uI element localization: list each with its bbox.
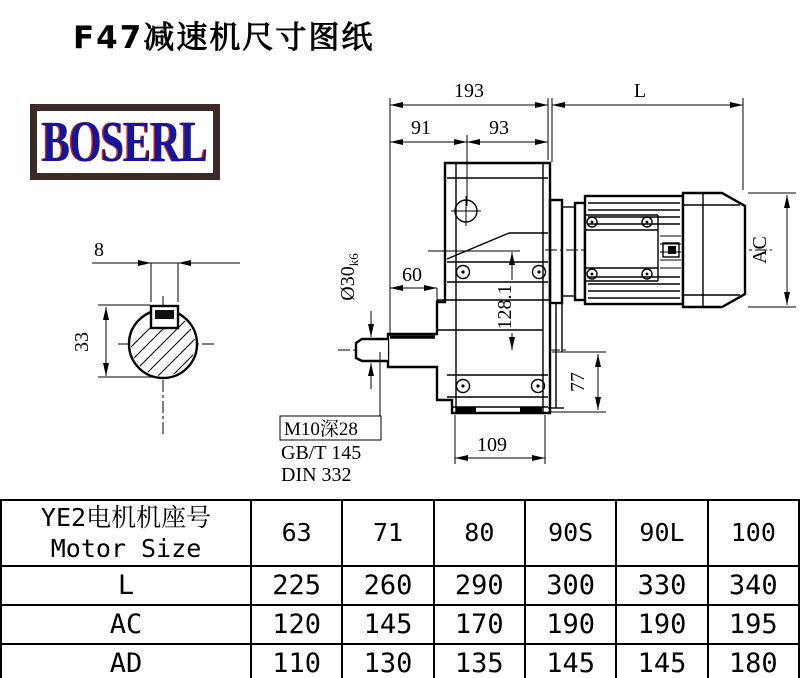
dim-base-width: 109: [477, 434, 507, 456]
table-cell: 190: [616, 605, 707, 644]
dim-center-height: 128.1: [494, 284, 516, 330]
dim-motor-length: L: [633, 80, 647, 102]
dim-shaft-diameter-tolerance: k6: [346, 253, 361, 267]
motor-size-header-en: Motor Size: [50, 534, 202, 563]
boserl-logo-text: BOSERL: [42, 109, 208, 174]
motor-view: [545, 193, 772, 307]
col-header: 90S: [525, 500, 616, 566]
page-title: F47减速机尺寸图纸: [73, 20, 375, 56]
motor-size-header: [1, 500, 251, 566]
notes: [280, 352, 381, 486]
dim-housing-width: 93: [489, 117, 509, 139]
col-header: 71: [342, 500, 433, 566]
dim-gearbox-width: 193: [454, 80, 484, 102]
table-cell: 290: [434, 566, 525, 605]
table-header-row: [1, 500, 799, 566]
dim-key-width: 8: [94, 239, 104, 261]
table-row-AC: [1, 605, 799, 644]
table-cell: 170: [434, 605, 525, 644]
table-cell: 145: [525, 644, 616, 678]
table-cell: 110: [251, 644, 342, 678]
table-cell: 120: [251, 605, 342, 644]
table-cell: 225: [251, 566, 342, 605]
table-cell: 130: [342, 644, 433, 678]
motor-size-header-cn: YE2电机机座号: [40, 502, 212, 532]
note-standard-din: DIN 332: [281, 464, 352, 486]
col-header: 80: [434, 500, 525, 566]
row-label: AD: [1, 644, 251, 678]
dim-foot-height: 77: [567, 372, 589, 392]
note-tap-hole: M10深28: [284, 419, 358, 440]
motor-size-table: [0, 499, 800, 678]
table-cell: 260: [342, 566, 433, 605]
dim-motor-diameter: AC: [749, 236, 771, 264]
table-cell: 180: [708, 644, 799, 678]
table-cell: 145: [616, 644, 707, 678]
dim-key-depth: 33: [71, 332, 93, 352]
row-label: L: [1, 566, 251, 605]
table-cell: 135: [434, 644, 525, 678]
dim-shaft-length: 60: [402, 264, 422, 286]
fan-cover: [683, 193, 745, 307]
table-cell: 330: [616, 566, 707, 605]
dim-shaft-diameter: [337, 253, 361, 301]
table-cell: 340: [708, 566, 799, 605]
table-row-AD: [1, 644, 799, 678]
table-row-L: [1, 566, 799, 605]
key: [155, 310, 174, 319]
table-cell: 190: [525, 605, 616, 644]
table-cell: 145: [342, 605, 433, 644]
col-header: 90L: [616, 500, 707, 566]
table-cell: 195: [708, 605, 799, 644]
dim-shaft-diameter-value: Ø30: [337, 266, 359, 301]
row-label: AC: [1, 605, 251, 644]
gearbox-view: [338, 163, 568, 413]
shaft-section-view: [71, 239, 256, 435]
col-header: 100: [708, 500, 799, 566]
output-shaft: [356, 339, 388, 361]
table-cell: 300: [525, 566, 616, 605]
dim-flange-offset: 91: [411, 117, 431, 139]
col-header: 63: [251, 500, 342, 566]
note-standard-gbt: GB/T 145: [281, 442, 362, 464]
